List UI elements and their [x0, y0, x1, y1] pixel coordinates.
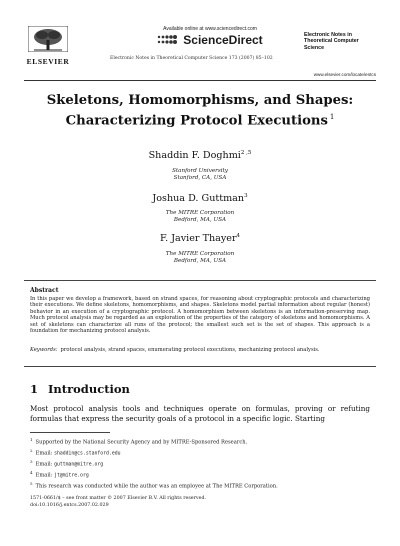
footnotes [30, 436, 370, 491]
elsevier-logo [24, 26, 72, 64]
keywords-label: Keywords: [30, 347, 58, 353]
footnote-mark: 2 [30, 447, 33, 453]
footnote-mark: 3 [30, 458, 33, 464]
available-online-text: Available online at www.sciencedirect.com [163, 26, 257, 32]
footnote-mark: 5 [30, 480, 33, 486]
affiliation-line: The MITRE Corporation [165, 251, 235, 257]
affiliation-line: Bedford, MA, USA [173, 258, 227, 265]
abstract-top-rule [24, 280, 376, 281]
doi-line[interactable]: doi:10.1016/j.entcs.2007.02.029 [30, 502, 109, 508]
email-link[interactable]: guttman@mitre.org [54, 462, 104, 468]
author-name: F. Javier Thayer [159, 233, 237, 245]
footnote-mark: 1 [30, 437, 33, 442]
affiliation-line: The MITRE Corporation [165, 210, 235, 216]
footnote-text: Email: [35, 450, 55, 457]
author-name: Shaddin F. Doghmi [148, 150, 241, 162]
abstract-bottom-rule [24, 366, 376, 367]
section-number: 1 [30, 382, 39, 396]
journal-header [24, 26, 376, 77]
keywords [30, 347, 370, 353]
title-line-2: Characterizing Protocol Executions [65, 113, 328, 129]
journal-url-link[interactable]: www.elsevier.com/locate/entcs [313, 72, 376, 77]
author-marks: 2 ,5 [240, 150, 252, 156]
keywords-text: protocol analysis, strand spaces, enumerating protocol executions, mechanizing protocol analysis. [60, 347, 320, 353]
abstract-heading: Abstract [30, 287, 59, 294]
footnote-text: Email: [35, 461, 55, 468]
footnote-text: Email: [35, 472, 55, 479]
footnote-text: This research was conducted while the author was an employee at The MITRE Corporation. [35, 483, 278, 490]
author-3 [24, 233, 376, 244]
affiliation-line: Bedford, MA, USA [173, 217, 227, 224]
footnote-item [30, 447, 370, 458]
author-3-affiliation [24, 251, 376, 265]
journal-name: Electronic Notes in Theoretical Computer Science [304, 32, 359, 51]
author-2 [24, 193, 376, 204]
title-line-1: Skeletons, Homomorphisms, and Shapes: [46, 93, 354, 108]
author-name: Joshua D. Guttman [152, 193, 245, 205]
footnote-text: Supported by the National Security Agency and by MITRE-Sponsored Research. [35, 439, 248, 446]
sciencedirect-title: ScienceDirect [183, 33, 263, 47]
author-1 [24, 150, 376, 161]
sciencedirect-dots-icon [157, 34, 181, 46]
footnote-item [30, 436, 370, 447]
author-2-affiliation [24, 210, 376, 224]
intro-paragraph: Most protocol analysis tools and techniques operate on formulas, proving or refuting formulas that express the security goals of a protocol in a specific logic. Starting [30, 404, 370, 424]
journal-citation: Electronic Notes in Theoretical Computer Science 173 (2007) 85–102 [110, 56, 273, 61]
issn-doi [30, 496, 206, 509]
sciencedirect-brand [140, 26, 280, 47]
author-1-affiliation [24, 168, 376, 182]
section-title: Introduction [48, 382, 130, 396]
footnote-item [30, 469, 370, 480]
footnote-rule [30, 432, 110, 433]
footnote-item [30, 480, 370, 491]
author-marks: 3 [244, 193, 248, 199]
title-footnote-mark: 1 [329, 113, 335, 121]
publisher-name: ELSEVIER [26, 57, 70, 66]
section-heading [30, 382, 130, 396]
email-link[interactable]: jt@mitre.org [54, 473, 89, 479]
issn-line: 1571-0661/$ – see front matter © 2007 Elsevier B.V. All rights reserved. [30, 496, 207, 501]
paper-title [24, 92, 376, 129]
affiliation-line: Stanford, CA, USA [173, 175, 227, 182]
footnote-mark: 4 [30, 469, 33, 475]
affiliation-line: Stanford University [172, 168, 228, 174]
footnote-item [30, 458, 370, 469]
abstract-text: In this paper we develop a framework, based on strand spaces, for reasoning about cryptographic protocols and characterizing their executions. We define skeletons, homomorphisms, and shapes. Skeletons model partial information about regular (honest) behavior in an execution of a cryptographic protocol. A homomorphism between skeletons is an information-preserving map. Much protocol analysis may be regarded as an exploration of the properties of the category of skeletons and homomorphisms. A set of skeletons can characterize all runs of the protocol; the smallest such set is the set of shapes. This approach is a foundation for mechanizing protocol analysis. [30, 296, 370, 335]
elsevier-tree-icon [28, 26, 68, 52]
email-link[interactable]: shaddin@cs.stanford.edu [54, 451, 121, 457]
header-divider [24, 80, 376, 81]
author-marks: 4 [236, 233, 241, 239]
